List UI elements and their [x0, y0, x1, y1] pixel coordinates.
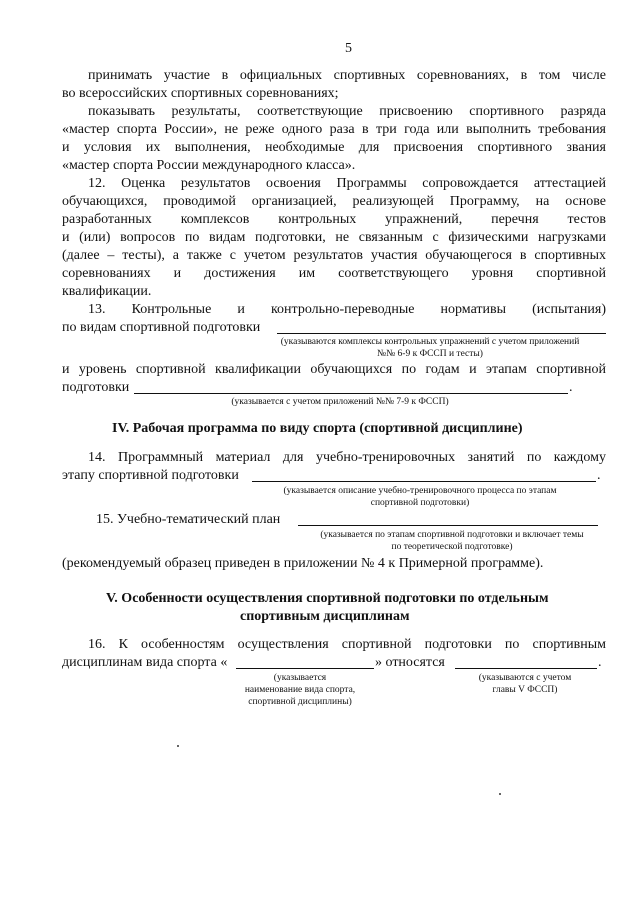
footnote-caption: (указывается описание учебно-тренировочного процесса по этапам — [283, 486, 557, 496]
paragraph-line: обучающихся, проводимой организацией, реализующей Программу, на основе — [62, 194, 606, 209]
footnote-caption: главы V ФССП) — [492, 685, 558, 695]
paragraph-line: этапу спортивной подготовки — [62, 468, 239, 483]
paragraph-line: подготовки — [62, 380, 130, 395]
scan-speck — [177, 745, 179, 747]
line-end-period: . — [598, 655, 602, 670]
paragraph-line: 12. Оценка результатов освоения Программы сопровождается аттестацией — [88, 176, 606, 191]
fill-in-line — [277, 333, 606, 334]
paragraph-line: по видам спортивной подготовки — [62, 320, 261, 335]
line-end-period: . — [597, 468, 601, 483]
fill-in-line — [252, 481, 596, 482]
scan-speck — [499, 793, 501, 795]
paragraph-line: 16. К особенностям осуществления спортивной подготовки по спортивным — [88, 637, 606, 652]
footnote-caption: (указывается с учетом приложений №№ 7-9 к ФССП) — [231, 397, 449, 407]
paragraph-line: принимать участие в официальных спортивных соревнованиях, в том числе — [88, 68, 606, 83]
paragraph-line: (рекомендуемый образец приведен в приложении № 4 к Примерной программе). — [62, 556, 544, 571]
paragraph-line: квалификации. — [62, 284, 152, 299]
paragraph-line: во всероссийских спортивных соревнованиях; — [62, 86, 339, 101]
fill-in-line — [236, 668, 374, 669]
footnote-caption: (указывается по этапам спортивной подготовки и включает темы — [320, 530, 584, 540]
footnote-caption: (указываются с учетом — [478, 673, 572, 683]
line-end-period: . — [569, 380, 573, 395]
paragraph-line: дисциплинам вида спорта « — [62, 655, 228, 670]
fill-in-line — [455, 668, 597, 669]
section-heading: IV. Рабочая программа по виду спорта (спортивной дисциплине) — [112, 421, 523, 436]
footnote-caption: №№ 6-9 к ФССП и тесты) — [377, 349, 483, 359]
footnote-caption: наименование вида спорта, — [244, 685, 356, 695]
paragraph-line: «мастер спорта России», не реже одного раза в три года или выполнить требования — [62, 122, 606, 137]
footnote-caption: спортивной дисциплины) — [248, 697, 352, 707]
paragraph-line: (далее – тесты), а также с учетом результатов участия обучающегося в спортивных — [62, 248, 606, 263]
fill-in-line — [298, 525, 598, 526]
page-number: 5 — [345, 41, 352, 56]
section-heading: V. Особенности осуществления спортивной подготовки по отдельным — [106, 591, 549, 606]
paragraph-line: 14. Программный материал для учебно-тренировочных занятий по каждому — [88, 450, 606, 465]
footnote-caption: спортивной подготовки) — [370, 498, 470, 508]
paragraph-line: «мастер спорта России международного класса». — [62, 158, 356, 173]
paragraph-line: 15. Учебно-тематический план — [96, 512, 281, 527]
paragraph-line: » относятся — [375, 655, 445, 670]
footnote-caption: (указываются комплексы контрольных упражнений с учетом приложений — [280, 337, 580, 347]
paragraph-line: соревнованиях и достижения им соответствующего уровня спортивной — [62, 266, 606, 281]
paragraph-line: 13. Контрольные и контрольно-переводные нормативы (испытания) — [88, 302, 606, 317]
footnote-caption: (указывается — [273, 673, 327, 683]
paragraph-line: разработанных комплексов контрольных упражнений, перечня тестов — [62, 212, 606, 227]
paragraph-line: показывать результаты, соответствующие присвоению спортивного разряда — [88, 104, 606, 119]
section-heading: спортивным дисциплинам — [240, 609, 410, 624]
paragraph-line: и (или) вопросов по видам подготовки, не связанным с физическими нагрузками — [62, 230, 606, 245]
fill-in-line — [134, 393, 568, 394]
footnote-caption: по теоретической подготовке) — [391, 542, 513, 552]
paragraph-line: и условия их выполнения, необходимые для присвоения спортивного звания — [62, 140, 606, 155]
paragraph-line: и уровень спортивной квалификации обучающихся по годам и этапам спортивной — [62, 362, 606, 377]
